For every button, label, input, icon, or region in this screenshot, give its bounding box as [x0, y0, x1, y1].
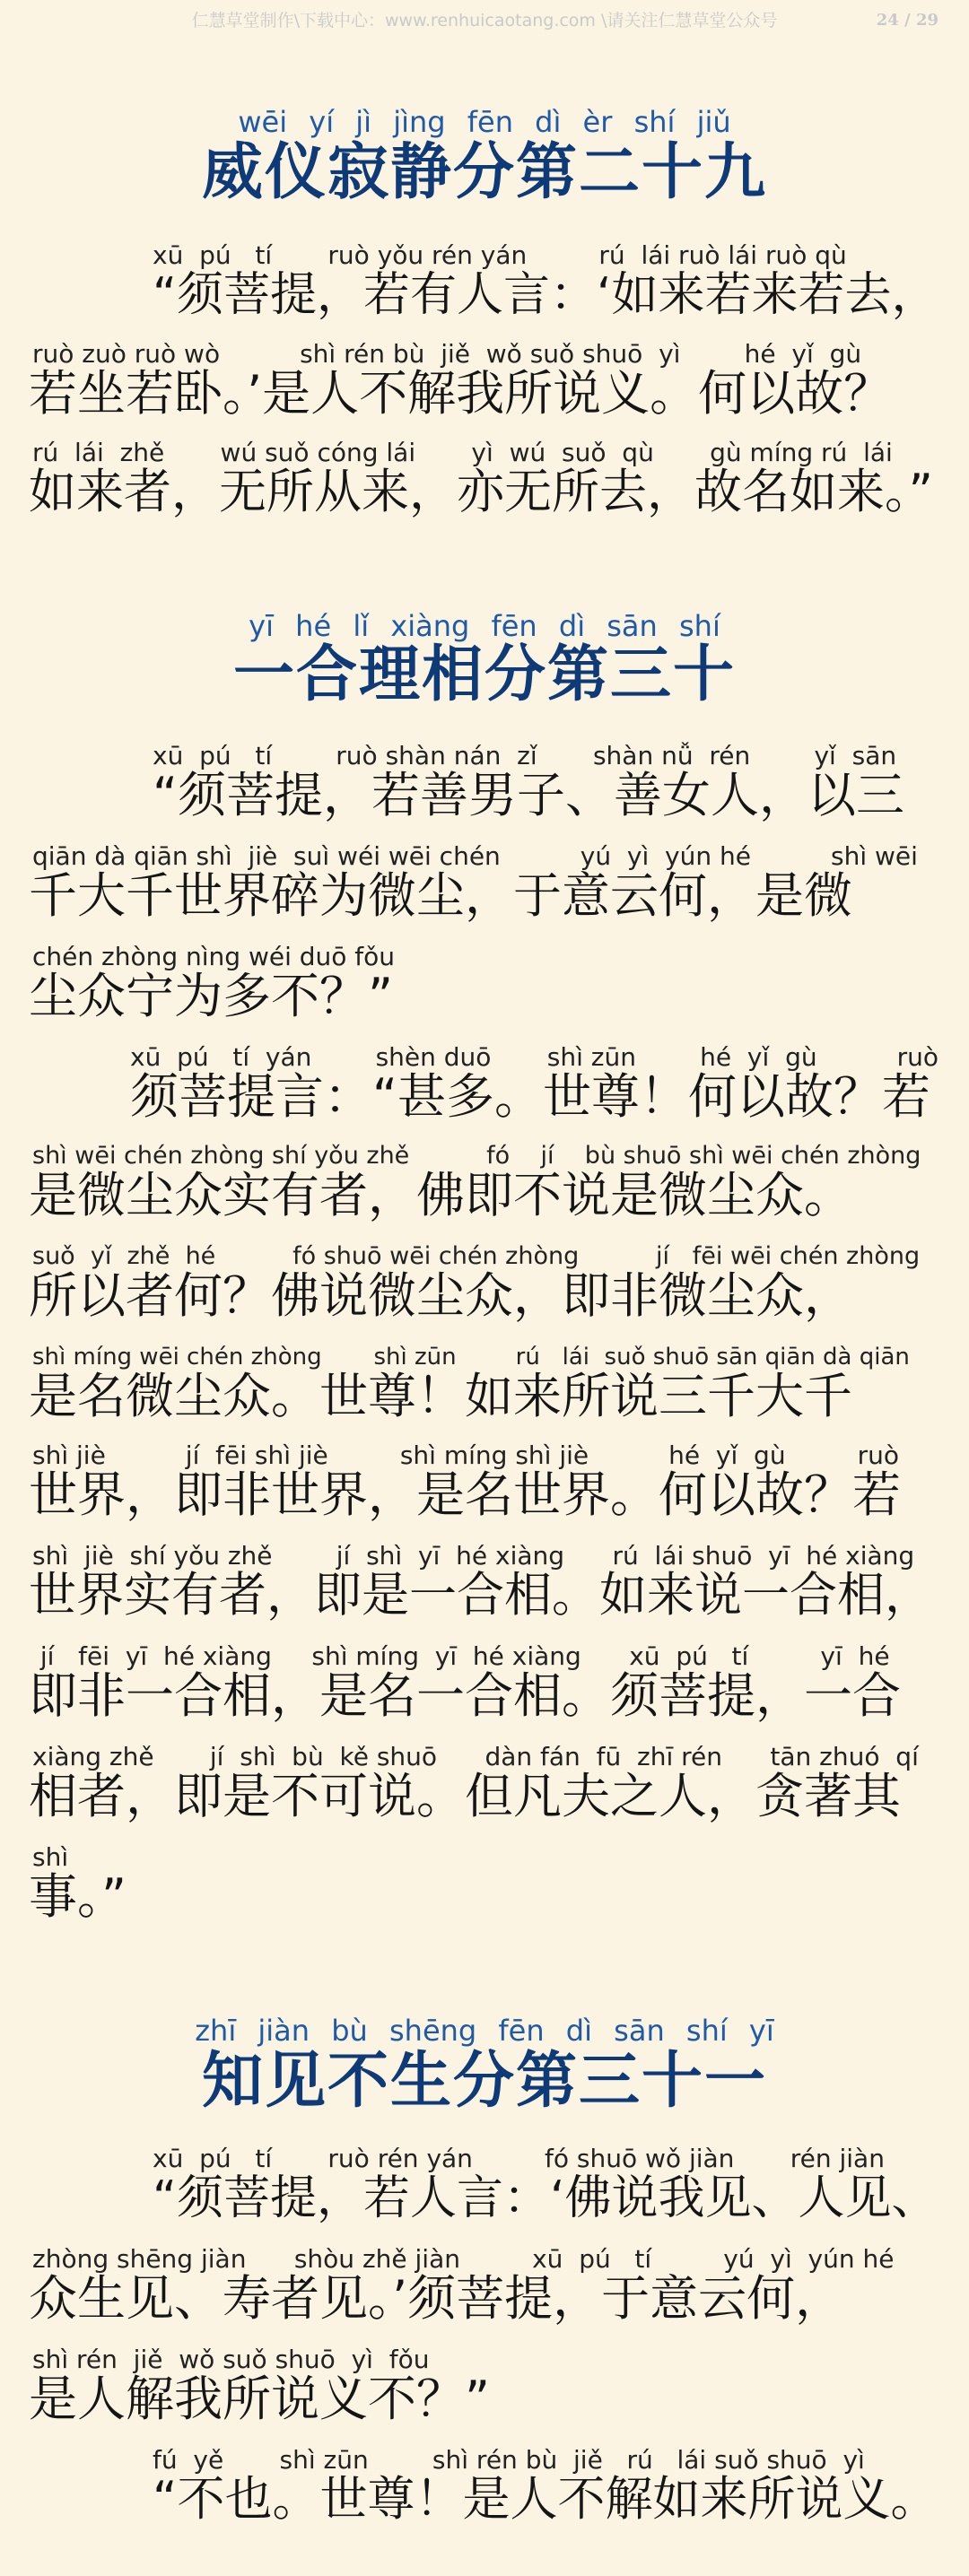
pinyin-line: suǒ yǐ zhě hé fó shuō wēi chén zhòng jí fēi wēi chén zhòng — [32, 1242, 921, 1270]
text-line: 即非一合相，是名一合相。须菩提，一合 — [29, 1667, 901, 1724]
chapter-title-pinyin: yī hé lǐ xiàng fēn dì sān shí — [249, 609, 720, 643]
page-header: 仁慧草堂制作\下载中心：www.renhuicaotang.com \请关注仁慧草堂公众号 — [191, 11, 778, 30]
chapter-title: 一合理相分第三十 — [232, 639, 736, 710]
chapter-title-pinyin: zhī jiàn bù shēng fēn dì sān shí yī — [195, 2014, 774, 2048]
text-line: 如来者，无所从来，亦无所去，故名如来。” — [29, 465, 933, 519]
pinyin-line: shì — [32, 1842, 69, 1872]
text-line: 所以者何？佛说微尘众，即非微尘众， — [29, 1267, 852, 1324]
pinyin-line: xū pú tí ruò shàn nán zǐ shàn nǚ rén yǐ sān — [153, 741, 897, 770]
pinyin-line: xū pú tí yán shèn duō shì zūn hé yǐ gù ruò — [130, 1042, 938, 1072]
text-line: 世界实有者，即是一合相。如来说一合相， — [29, 1568, 932, 1623]
pinyin-line: qiān dà qiān shì jiè suì wéi wēi chén yú yì yún hé shì wēi — [32, 841, 918, 871]
text-line: 事。” — [29, 1868, 127, 1925]
text-line: 世界，即非世界，是名世界。何以故？若 — [29, 1466, 901, 1523]
chapter-title: 威仪寂静分第二十九 — [201, 136, 767, 208]
pinyin-line: fú yě shì zūn shì rén bù jiě rú lái suǒ shuō yì — [153, 2445, 865, 2475]
pinyin-line: chén zhòng nìng wéi duō fǒu — [32, 942, 396, 971]
text-line: “须菩提，若善男子、善女人，以三 — [153, 767, 904, 823]
pinyin-line: xū pú tí ruò yǒu rén yán rú lái ruò lái ruò qù — [153, 240, 847, 270]
pinyin-line: jí fēi yī hé xiàng shì míng yī hé xiàng xū pú tí yī hé — [32, 1641, 890, 1671]
text-line: 千大千世界碎为微尘，于意云何，是微 — [29, 867, 852, 924]
text-line: 须菩提言：“甚多。世尊！何以故？若 — [130, 1068, 930, 1125]
text-line: 是微尘众实有者，佛即不说是微尘众。 — [29, 1167, 852, 1223]
pinyin-line: shì jiè shí yǒu zhě jí shì yī hé xiàng rú lái shuō yī hé xiàng — [32, 1541, 915, 1571]
pinyin-line: shì míng wēi chén zhòng shì zūn rú lái suǒ shuō sān qiān dà qiān — [32, 1344, 910, 1371]
pinyin-line: xū pú tí ruò rén yán fó shuō wǒ jiàn rén jiàn — [153, 2144, 885, 2173]
pinyin-line: ruò zuò ruò wò shì rén bù jiě wǒ suǒ shuō yì hé yǐ gù — [32, 339, 862, 369]
pinyin-line: xiàng zhě jí shì bù kě shuō dàn fán fū zhī rén tān zhuó qí — [32, 1742, 919, 1771]
text-line: 尘众宁为多不？” — [29, 968, 393, 1024]
pinyin-line: shì jiè jí fēi shì jiè shì míng shì jiè hé yǐ gù ruò — [32, 1440, 900, 1470]
text-line: “不也。世尊！是人不解如来所说义。 — [153, 2472, 938, 2527]
text-line: 众生见、寿者见。’须菩提，于意云何， — [29, 2270, 844, 2327]
text-line: 相者，即是不可说。但凡夫之人，贪著其 — [29, 1768, 901, 1824]
pinyin-line: shì rén jiě wǒ suǒ shuō yì fǒu — [32, 2345, 430, 2374]
chapter-title: 知见不生分第三十一 — [201, 2045, 767, 2117]
pinyin-line: zhòng shēng jiàn shòu zhě jiàn xū pú tí yú yì yún hé — [32, 2244, 895, 2274]
text-line: 若坐若卧。’是人不解我所说义。何以故？ — [29, 365, 893, 422]
text-line: “须菩提，若人言：‘佛说我见、人见、 — [153, 2171, 938, 2225]
text-line: 是名微尘众。世尊！如来所说三千大千 — [29, 1368, 852, 1424]
page-number: 24 / 29 — [876, 11, 938, 30]
chapter-title-pinyin: wēi yí jì jìng fēn dì èr shí jiǔ — [238, 105, 731, 139]
pinyin-line: rú lái zhě wú suǒ cóng lái yì wú suǒ qù gù míng rú lái — [32, 438, 893, 467]
pinyin-line: shì wēi chén zhòng shí yǒu zhě fó jí bù shuō shì wēi chén zhòng — [32, 1142, 921, 1170]
text-line: “须菩提，若有人言：‘如来若来若去， — [153, 268, 938, 322]
text-line: 是人解我所说义不？” — [29, 2371, 490, 2427]
